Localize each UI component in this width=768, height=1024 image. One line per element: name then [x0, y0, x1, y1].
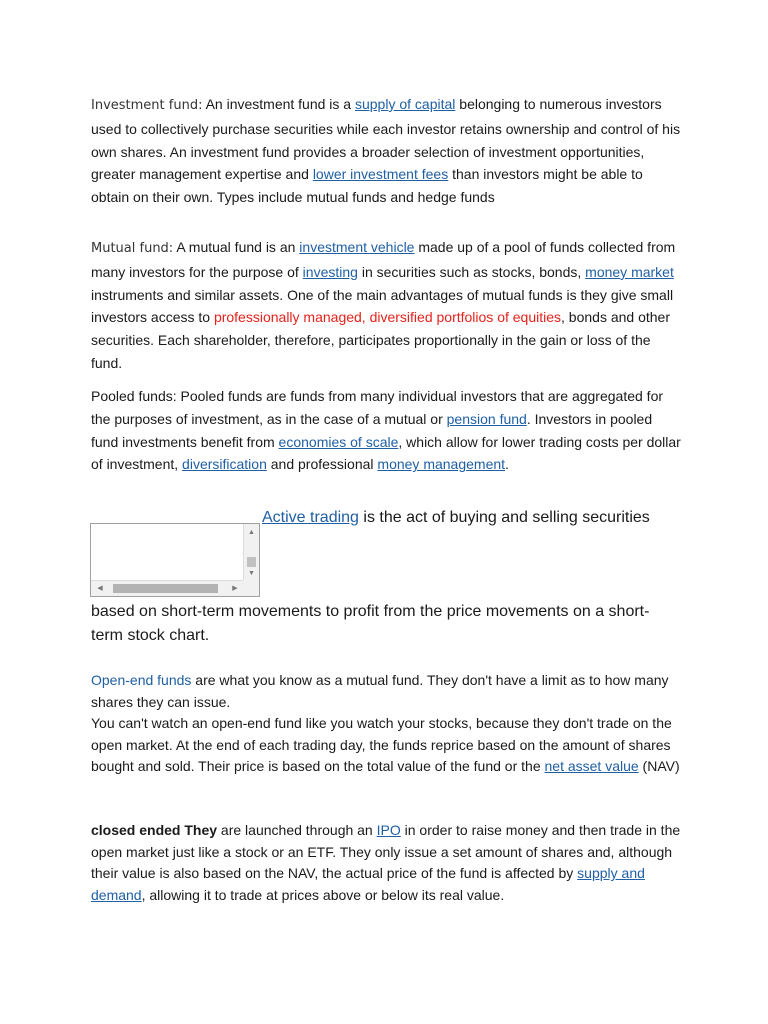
text: , which allow for lower trading costs per dollar of investment, — [91, 433, 681, 473]
text: are launched through an — [217, 822, 377, 838]
link-supply-of-capital[interactable]: supply of capital — [354, 96, 456, 112]
term-label: Mutual fund: — [91, 241, 174, 256]
link-diversification[interactable]: diversification — [182, 456, 267, 473]
scroll-right-icon[interactable]: ▶ — [232, 585, 238, 592]
paragraph-active-trading-line1 — [262, 506, 682, 530]
text: in securities such as stocks, bonds, — [357, 263, 586, 280]
link-money-market[interactable]: money market — [585, 263, 674, 280]
scroll-up-icon[interactable]: ▲ — [248, 529, 255, 536]
paragraph-investment-fund — [91, 93, 681, 209]
scrollbar-corner — [243, 580, 259, 596]
paragraph-pooled-funds — [91, 385, 681, 476]
text: , allowing it to trade at prices above or below its real value. — [141, 886, 505, 903]
text: , bonds and other securities. Each shareholder, therefore, participates proportionally in the gain or loss of the fund. — [91, 309, 671, 371]
text: Pooled funds: Pooled funds are funds from many individual investors that are aggregated for the purposes of investment, as in the case of a mutual or — [91, 388, 664, 427]
paragraph-closed-ended — [91, 820, 681, 906]
horizontal-scroll-thumb[interactable] — [113, 584, 218, 593]
scroll-left-icon[interactable]: ◀ — [97, 585, 103, 592]
text: made up of a pool of funds collected from many investors for the purpose of — [91, 239, 676, 280]
text: based on short-term movements to profit from the price movements on a short-term stock chart. — [91, 603, 650, 644]
term-label: Investment fund: — [91, 98, 203, 113]
text: . Investors in pooled fund investments benefit from — [91, 410, 653, 450]
link-investment-vehicle[interactable]: investment vehicle — [299, 239, 415, 255]
text: belonging to numerous investors used to collectively purchase securities while each investor retains ownership and control of his own shares. An investment fund provides a broader selection of investment opportunities, greater management expertise and — [91, 96, 681, 183]
paragraph-open-end-funds — [91, 670, 681, 778]
text: . — [505, 456, 509, 473]
highlighted-text: professionally managed, diversified portfolios of equities — [213, 309, 562, 326]
link-money-management[interactable]: money management — [377, 456, 506, 473]
term-open-end-funds: Open-end funds — [91, 672, 192, 688]
link-pension-fund[interactable]: pension fund — [446, 410, 527, 427]
link-ipo[interactable]: IPO — [376, 822, 401, 838]
link-net-asset-value[interactable]: net asset value — [544, 758, 639, 775]
text: A mutual fund is an — [173, 239, 300, 255]
embedded-scroll-frame[interactable] — [90, 523, 260, 597]
text: (NAV) — [638, 758, 680, 775]
text: You can't watch an open-end fund like you watch your stocks, because they don't trade on the open market. At the end of each trading day, the funds reprice based on the amount of shares bought and sold. Their price is based on the total value of the fund or the — [91, 715, 672, 775]
horizontal-scrollbar[interactable] — [91, 580, 244, 596]
link-investing[interactable]: investing — [302, 263, 358, 280]
text: in order to raise money and then trade in the open market just like a stock or an ETF. They only issue a set amount of shares and, although their value is also based on the NAV, the actual price of the fund is affected by — [91, 822, 681, 882]
term-closed-ended: closed ended They — [91, 822, 218, 838]
link-active-trading[interactable]: Active trading — [262, 509, 359, 526]
text: is the act of buying and selling securities — [358, 509, 650, 526]
link-economies-of-scale[interactable]: economies of scale — [278, 433, 399, 450]
link-supply-and-demand[interactable]: supply and demand — [91, 865, 645, 903]
paragraph-mutual-fund — [91, 236, 681, 375]
text: and professional — [266, 456, 378, 473]
scroll-down-icon[interactable]: ▼ — [248, 570, 255, 577]
text: than investors might be able to obtain on their own. Types include mutual funds and hedge funds — [91, 166, 643, 206]
link-lower-investment-fees[interactable]: lower investment fees — [312, 166, 449, 183]
vertical-scroll-thumb[interactable] — [247, 557, 256, 567]
text: instruments and similar assets. One of the main advantages of mutual funds is they give small investors access to — [91, 286, 674, 326]
text: are what you know as a mutual fund. They don't have a limit as to how many shares they can issue. — [91, 672, 669, 710]
text: An investment fund is a — [202, 96, 355, 112]
paragraph-active-trading-line2 — [91, 600, 681, 648]
vertical-scrollbar[interactable] — [243, 524, 259, 581]
